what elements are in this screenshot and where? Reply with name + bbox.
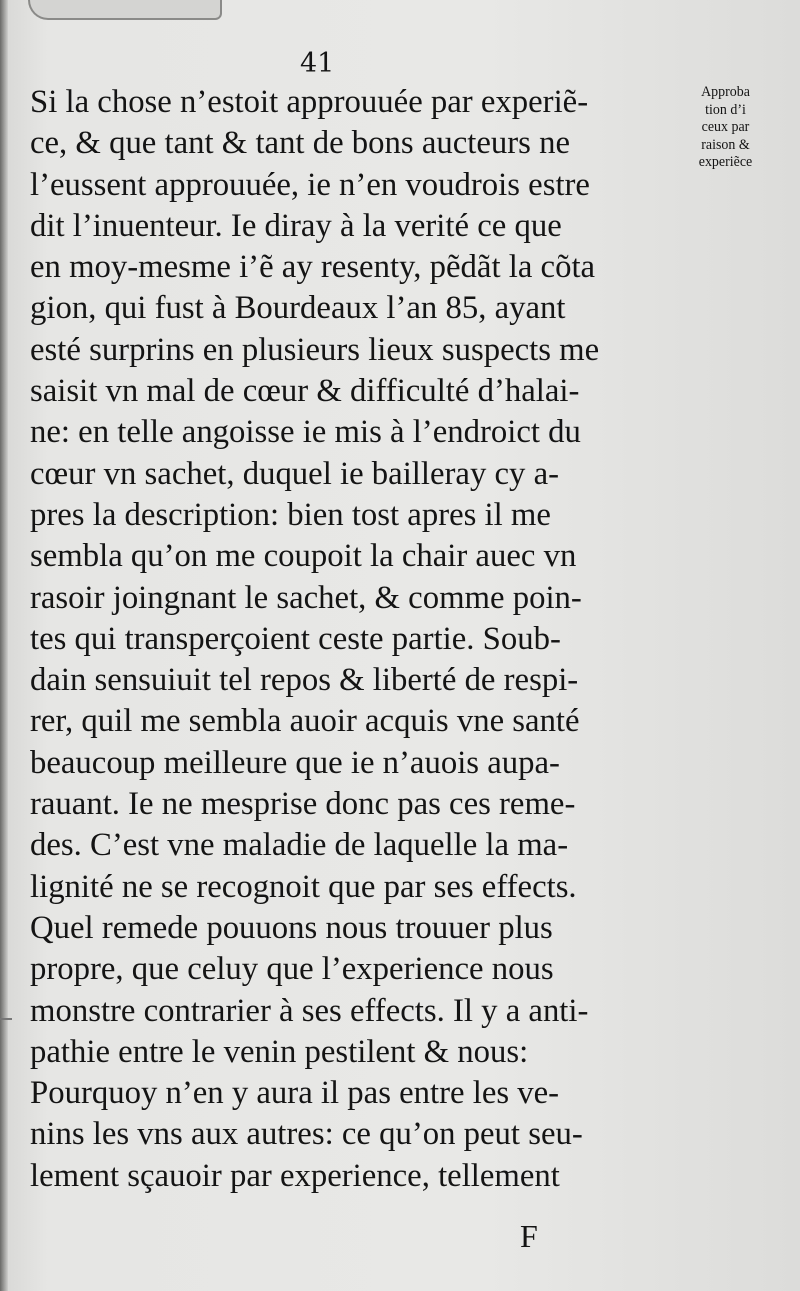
body-line: l’eussent approuuée, ie n’en voudrois estre [30, 166, 590, 203]
body-line: pathie entre le venin pestilent & nous: [30, 1033, 529, 1070]
body-line: gion, qui fust à Bourdeaux l’an 85, ayant [30, 290, 566, 327]
page-gutter-shadow [0, 0, 8, 1291]
page-number: 41 [300, 48, 335, 79]
margin-note-line: tion d’i [705, 101, 746, 118]
body-line: pres la description: bien tost apres il me [30, 496, 551, 533]
body-line: propre, que celuy que l’experience nous [30, 951, 554, 988]
body-line: dain sensuiuit tel repos & liberté de respi- [30, 662, 579, 699]
body-line: Si la chose n’estoit approuuée par experiẽ- [30, 84, 589, 120]
body-line: cœur vn sachet, duquel ie bailleray cy a- [30, 455, 560, 492]
body-line: en moy-mesme i’ẽ ay resenty, pẽdãt la cõta [30, 249, 596, 286]
body-text [30, 82, 655, 1197]
body-line: esté surprins en plusieurs lieux suspects me [30, 331, 600, 368]
body-line: beaucoup meilleure que ie n’auois aupa- [30, 744, 560, 781]
page-fold-mark [0, 1018, 12, 1020]
body-line: saisit vn mal de cœur & difficulté d’halai- [30, 373, 580, 410]
signature-mark: F [520, 1218, 538, 1254]
margin-note-line: experiẽce [698, 154, 753, 170]
body-line: rer, quil me sembla auoir acquis vne santé [30, 703, 580, 740]
page-edge-scrap [28, 0, 222, 20]
margin-note [658, 84, 793, 172]
body-line: Quel remede pouuons nous trouuer plus [30, 909, 553, 946]
body-line: rasoir joingnant le sachet, & comme poin- [30, 579, 582, 616]
margin-note-line: Approba [701, 84, 750, 100]
body-line: ne: en telle angoisse ie mis à l’endroict du [30, 414, 581, 451]
body-line: rauant. Ie ne mesprise donc pas ces reme- [30, 786, 576, 823]
body-line: ce, & que tant & tant de bons aucteurs ne [30, 125, 570, 162]
body-line: lement sçauoir par experience, tellement [30, 1157, 560, 1194]
body-line: monstre contrarier à ses effects. Il y a anti- [30, 992, 589, 1029]
body-line: tes qui transperçoient ceste partie. Soub- [30, 620, 561, 657]
margin-note-line: ceux par [701, 119, 750, 135]
body-line: nins les vns aux autres: ce qu’on peut seu- [30, 1116, 583, 1153]
body-line: dit l’inuenteur. Ie diray à la verité ce que [30, 207, 562, 244]
body-line: Pourquoy n’en y aura il pas entre les ve- [30, 1075, 560, 1112]
body-line: lignité ne se recognoit que par ses effects. [30, 868, 577, 905]
body-line: sembla qu’on me coupoit la chair auec vn [30, 538, 577, 575]
body-line: des. C’est vne maladie de laquelle la ma- [30, 827, 569, 864]
margin-note-line: raison & [701, 136, 750, 153]
